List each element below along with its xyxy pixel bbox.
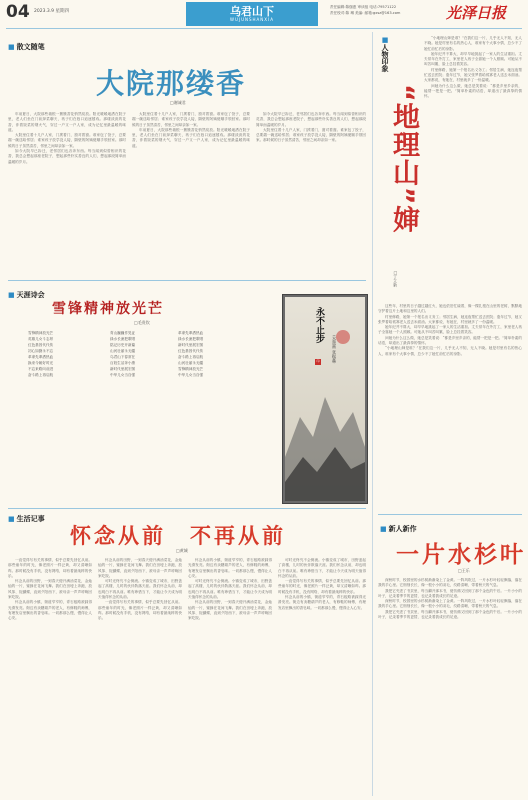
prose-title: 大院那缕香 [96, 67, 247, 100]
life-paragraph: 一直觉得写有关的事情，似乎总要先回忆从前。那些童年的时光，像老照片一样泛黄，却又清晰如昨。那时候没有手机，没有网络，却有着最纯粹的快乐。 [98, 600, 182, 621]
editor-line: 责任编辑:陈伽惠 审读组 电话:79571122 [330, 5, 397, 9]
newcomer-paragraph: 深秋时节，校园里的水杉树渐渐染上了金黄。一阵风吹过，一片水杉叶轻轻飘落，落在我的手心里。它细细长长，像一根小小的羽毛，纹路清晰，带着秋天的气息。 [378, 578, 522, 588]
life-paragraph: 怀念从前的小镇，街道窄窄的，青石板路被踩得光滑发亮。街边有卖糖葫芦的老人，有修鞋的师傅，有理发店里飘出的香皂味。一切都那么慢，慢得让人心安。 [8, 600, 92, 621]
life-column [278, 558, 366, 796]
poem-title: 雪锋精神放光芒 [52, 301, 164, 317]
newspaper-logo: 光泽日报 [446, 4, 507, 22]
column-divider [372, 32, 373, 796]
life-title: 怀念从前 不再从前 [70, 524, 286, 548]
prose-column [132, 112, 250, 272]
life-paragraph: 怀念从前的田野，一到春天便开满油菜花，金灿灿的一片，蜜蜂在花间飞舞。我们在田埂上奔跑，放风筝、捉蝴蝶，直到夕阳西下，被母亲一声声呼唤回家吃饭。 [8, 579, 92, 600]
section-marker-icon: ■ [8, 515, 15, 523]
section-label-life: ■ 生活记事 [8, 515, 45, 523]
section-marker-icon: ■ [8, 291, 15, 299]
section-label-prose: ■ 散文随笔 [8, 43, 45, 51]
poem-line: 换来今朝好时光 [28, 361, 54, 365]
section-label-newcomer: ■ 新人新作 [380, 525, 417, 533]
life-paragraph: 可时光终究不会倒流。小镇变成了城市，田野盖起了高楼，儿时的伙伴散落天涯。我们怀念从前，却也明白不再从前。唯有珍惜当下，才能让今天成为明天值得怀念的从前。 [188, 579, 272, 600]
poem-author: □毛贵钦 [134, 320, 150, 325]
editor-line: 责任校对:陈 琳 美编: 邮箱:gxsz@163.com [330, 11, 401, 15]
newcomer-column [378, 578, 522, 796]
poem-line: 中华儿女当自强 [110, 373, 136, 377]
person-paragraph: 村里修路，她第一个报名出义务工；邻居生病，她连夜帮忙送去医院；逢年过节，她又张罗着给孤寡老人送去米面油。大家都说，有她在，村里就多了一份温暖。 [378, 314, 522, 324]
newcomer-paragraph: 我把它夹进了书页里，每当翻开那本书，便仿佛又回到了那个金色的午后。一片小小的叶子，记录着季节的更替，也记录着我成长的足迹。 [378, 588, 522, 598]
prose-column [256, 112, 366, 272]
life-column [8, 558, 92, 796]
person-paragraph: 问她为什么这么做，她总是笑着说：“都是乡里乡亲的，能帮一把是一把。”简单朴素的话语，却道出了最真挚的情怀。 [378, 335, 522, 346]
person-paragraph: 村里修路，她第一个报名出义务工；邻居生病，她连夜帮忙送去医院；逢年过节，她又张罗着给孤寡老人送去米面油。大家都说，有她在，村里就多了一份温暖。 [424, 67, 522, 83]
prose-paragraph: 大院里住着十几户人家，门挨着门，窗对着窗。谁家包了饺子，总要端一碗送给邻居；谁家孩子放学没人接，隔壁的阿姨便顺手领回家。那时候的日子虽然清苦，邻里之间却亲如一家。 [8, 133, 126, 148]
section-rule [8, 508, 366, 509]
life-paragraph: 怀念从前的小镇，街道窄窄的，青石板路被踩得光滑发亮。街边有卖糖葫芦的老人，有修鞋的师傅，有理发店里飘出的香皂味。一切都那么慢，慢得让人心安。 [278, 595, 366, 610]
poem-line: 红色基因代代传 [28, 343, 54, 347]
prose-paragraph: 大院里住着十几户人家，门挨着门，窗对着窗。谁家包了饺子，总要端一碗送给邻居；谁家孩子放学没人接，隔壁的阿姨便顺手领回家。那时候的日子虽然清苦，邻里之间却亲如一家。 [256, 127, 366, 143]
page-title: 乌君山下 [230, 5, 274, 18]
life-paragraph: 一直觉得写有关的事情，似乎总要先回忆从前。那些童年的时光，像老照片一样泛黄，却又清晰如昨。那时候没有手机，没有网络，却有着最纯粹的快乐。 [8, 558, 92, 578]
newcomer-paragraph: 深秋时节，校园里的水杉树渐渐染上了金黄。一阵风吹过，一片水杉叶轻轻飘落，落在我的手心里。它细细长长，像一根小小的羽毛，纹路清晰，带着秋天的气息。 [378, 599, 522, 609]
poem-line: 山河壮丽永无疆 [110, 349, 136, 353]
poem-line: 革命先辈洒热血 [178, 331, 204, 335]
poem-line: 初心如磐永不忘 [28, 349, 54, 353]
poem-line: 雪锋精神放光芒 [28, 331, 54, 335]
poem-line: 新时代里展宏图 [178, 343, 204, 347]
person-title: “地理山”婶 [388, 84, 419, 234]
poem-column [178, 330, 252, 378]
life-paragraph: 怀念从前的田野，一到春天便开满油菜花，金灿灿的一片，蜜蜂在花间飞舞。我们在田埂上奔跑，放风筝、捉蝴蝶，直到夕阳西下，被母亲一声声呼唤回家吃饭。 [188, 600, 272, 621]
poem-line: 铭记历史开新篇 [110, 343, 136, 347]
poem-line: 奋斗路上再启航 [178, 355, 204, 359]
ink-painting [282, 294, 368, 504]
life-column [188, 558, 272, 796]
painting-caption: (水墨画 张振鑫) [332, 335, 337, 364]
poem-line: 不忘来路向前进 [28, 367, 54, 371]
poem-line: 山河壮丽永无疆 [178, 361, 204, 365]
section-rule [378, 514, 522, 515]
person-column [378, 304, 522, 510]
editor-info [330, 4, 442, 16]
life-paragraph: 可时光终究不会倒流。小镇变成了城市，田野盖起了高楼，儿时的伙伴散落天涯。我们怀念从前，却也明白不再从前。唯有珍惜当下，才能让今天成为明天值得怀念的从前。 [278, 558, 366, 578]
section-marker-icon: ■ [8, 43, 15, 51]
person-paragraph: 这些年，村里的日子越过越红火，她也依旧忙碌着，像一棵扎根在山里的老树，默默地守护着这片土地和这里的人们。 [378, 304, 522, 314]
poem-line: 青山巍巍作见证 [110, 331, 136, 335]
person-paragraph: 问她为什么这么做，她总是笑着说：“都是乡里乡亲的，能帮一把是一把。”简单朴素的话语，却道出了最真挚的情怀。 [424, 83, 522, 99]
prose-paragraph: 年前夏日，大院那些墙根一簇簇香花悄然绽放。阳光暖暖地洒在院子里，老人们坐在门前择菜聊天，孩子们在巷口追逐嬉戏。那缕淡淡的花香，伴着饭菜的烟火气，穿过一户又一户人家，成为记忆里最温暖的味道。 [132, 127, 250, 148]
prose-paragraph: 如今大院早已拆迁，老邻居们也各奔东西。每当闻到似曾相识的花香，我总会想起那座老院子，想起那些朴实善良的人们，想起那段简单而温暖的岁月。 [256, 112, 366, 127]
poem-line: 革命先辈洒热血 [28, 355, 54, 359]
poem-column [28, 330, 118, 378]
person-paragraph: 她年纪并不算大，却早早地挑起了一家人的生活重担。丈夫常年在外打工，家里老人孩子全靠她一个人照顾。可她从不叫苦叫累，脸上总挂着笑容。 [378, 325, 522, 335]
section-marker-icon: ■ [381, 36, 389, 44]
poem-line: 百姓生活奔小康 [110, 361, 136, 365]
life-author: □黄城 [176, 548, 188, 553]
life-paragraph: 可时光终究不会倒流。小镇变成了城市，田野盖起了高楼，儿时的伙伴散落天涯。我们怀念从前，却也明白不再从前。唯有珍惜当下，才能让今天成为明天值得怀念的从前。 [98, 579, 182, 600]
page-subtitle: WUJUNSHANXIA [230, 17, 274, 22]
prose-column [8, 112, 126, 272]
section-rule [8, 280, 366, 281]
poem-line: 乌君山下春常在 [110, 355, 136, 359]
poem-line: 绿水长流把歌唱 [110, 337, 136, 341]
person-paragraph: “小地理山婶是谁？”在我们这一片，几乎无人不知，无人不晓。她是村里有名的热心人，谁家有个大事小情，总少不了她忙前忙后的身影。 [424, 36, 522, 51]
life-paragraph: 一直觉得写有关的事情，似乎总要先回忆从前。那些童年的时光，像老照片一样泛黄，却又清晰如昨。那时候没有手机，没有网络，却有着最纯粹的快乐。 [278, 579, 366, 594]
prose-author: □谢诚君 [170, 100, 186, 105]
page-number: 04 [6, 2, 30, 22]
section-label-poem: ■ 天涯诗会 [8, 291, 45, 299]
newcomer-author: □王乐 [458, 568, 470, 573]
poem-line: 绿水长流把歌唱 [178, 337, 204, 341]
prose-paragraph: 大院里住着十几户人家，门挨着门，窗对着窗。谁家包了饺子，总要端一碗送给邻居；谁家孩子放学没人接，隔壁的阿姨便顺手领回家。那时候的日子虽然清苦，邻里之间却亲如一家。 [132, 112, 250, 127]
issue-date: 2023.3.9 星期四 [34, 9, 69, 14]
poem-line: 雪锋精神放光芒 [178, 367, 204, 371]
life-column [98, 558, 182, 796]
painting-seal: 印 [316, 359, 320, 363]
poem-line: 中华儿女当自强 [178, 373, 204, 377]
life-paragraph: 怀念从前的小镇，街道窄窄的，青石板路被踩得光滑发亮。街边有卖糖葫芦的老人，有修鞋的师傅，有理发店里飘出的香皂味。一切都那么慢，慢得让人心安。 [188, 558, 272, 578]
prose-paragraph: 年前夏日，大院那些墙根一簇簇香花悄然绽放。阳光暖暖地洒在院子里，老人们坐在门前择菜聊天，孩子们在巷口追逐嬉戏。那缕淡淡的花香，伴着饭菜的烟火气，穿过一户又一户人家，成为记忆里最温暖的味道。 [8, 112, 126, 132]
person-paragraph: “小地理山婶是谁？”在我们这一片，几乎无人不知，无人不晓。她是村里有名的热心人，谁家有个大事小情，总少不了她忙前忙后的身影。 [378, 346, 522, 356]
newcomer-title: 一片水杉叶 [396, 542, 526, 568]
person-author: □丁立新 [393, 270, 398, 287]
person-paragraph: 她年纪并不算大，却早早地挑起了一家人的生活重担。丈夫常年在外打工，家里老人孩子全靠她一个人照顾。可她从不叫苦叫累，脸上总挂着笑容。 [424, 51, 522, 67]
header-rule [6, 28, 522, 29]
poem-line: 新时代里展宏图 [110, 367, 136, 371]
poem-line: 英雄儿女斗志昂 [28, 337, 54, 341]
prose-paragraph: 如今大院早已拆迁，老邻居们也各奔东西。每当闻到似曾相识的花香，我总会想起那座老院子，想起那些朴实善良的人们，想起那段简单而温暖的岁月。 [8, 149, 126, 164]
poem-line: 奋斗路上再启航 [28, 373, 54, 377]
life-paragraph: 怀念从前的田野，一到春天便开满油菜花，金灿灿的一片，蜜蜂在花间飞舞。我们在田埂上奔跑，放风筝、捉蝴蝶，直到夕阳西下，被母亲一声声呼唤回家吃饭。 [98, 558, 182, 578]
section-label-person: ■人物印象 [381, 36, 389, 72]
section-marker-icon: ■ [380, 525, 387, 533]
newcomer-paragraph: 我把它夹进了书页里，每当翻开那本书，便仿佛又回到了那个金色的午后。一片小小的叶子，记录着季节的更替，也记录着我成长的足迹。 [378, 609, 522, 620]
painting-title: 永不止步 [314, 307, 324, 343]
poem-line: 红色基因代代传 [178, 349, 204, 353]
person-column [424, 36, 522, 298]
